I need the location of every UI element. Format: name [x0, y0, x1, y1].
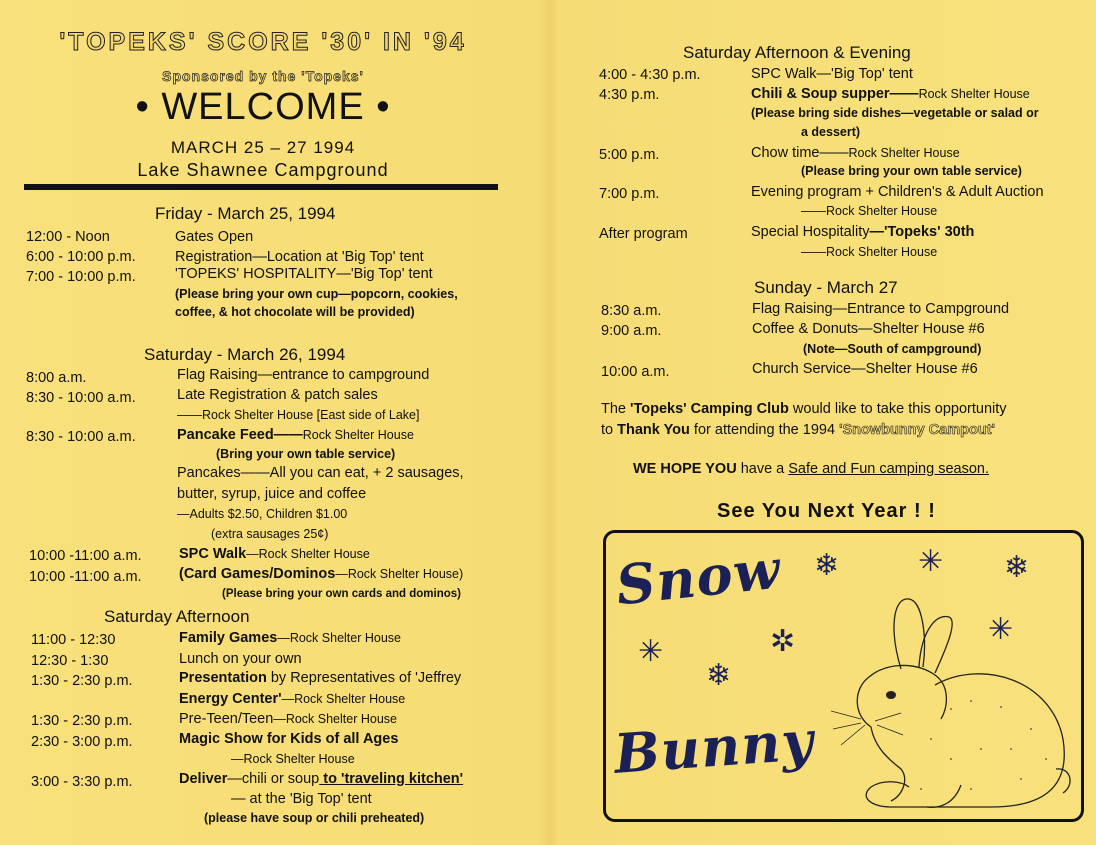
schedule-time: 8:30 - 10:00 a.m.: [26, 429, 136, 445]
schedule-item: SPC Walk—'Big Top' tent: [751, 66, 913, 82]
schedule-item: [179, 771, 463, 787]
item-location: Rock Shelter House: [302, 428, 414, 442]
snowflake-icon: ✳: [918, 545, 944, 578]
snowflake-icon: ✲: [770, 625, 796, 658]
schedule-time: 1:30 - 2:30 p.m.: [31, 713, 133, 729]
schedule-time: 4:30 p.m.: [599, 87, 660, 103]
item-title: SPC Walk: [179, 546, 247, 562]
schedule-detail: — at the 'Big Top' tent: [231, 791, 372, 807]
schedule-time: 12:00 - Noon: [26, 229, 110, 245]
event-title: 'TOPEKS' SCORE '30' IN '94: [59, 28, 467, 56]
schedule-item: Church Service—Shelter House #6: [752, 361, 978, 377]
schedule-time: 10:00 -11:00 a.m.: [29, 548, 142, 564]
item-title: Chow time——: [751, 145, 849, 161]
schedule-item: [751, 145, 960, 161]
schedule-item: [179, 630, 401, 646]
text: for attending the 1994: [689, 422, 840, 438]
item-location: —Rock Shelter House: [273, 712, 397, 726]
schedule-item: [179, 711, 397, 727]
schedule-item: [177, 427, 414, 443]
schedule-item: Gates Open: [175, 229, 254, 245]
item-title: Pre-Teen/Teen: [179, 711, 274, 727]
schedule-time: 12:30 - 1:30: [31, 653, 109, 669]
item-text: by Representatives of 'Jeffrey: [266, 670, 462, 686]
schedule-note: (Bring your own table service): [216, 447, 396, 461]
schedule-time: 8:00 a.m.: [26, 370, 87, 386]
item-title: Chili & Soup supper——: [751, 86, 919, 102]
snowflake-icon: ❄: [706, 659, 732, 692]
item-title: Presentation: [179, 670, 267, 686]
event-dates: MARCH 25 – 27 1994: [170, 138, 356, 157]
snowflake-icon: ✳: [988, 613, 1014, 646]
schedule-item: Magic Show for Kids of all Ages: [179, 731, 399, 747]
item-text: —'Topeks' 30th: [869, 224, 975, 240]
schedule-time: After program: [599, 226, 688, 242]
schedule-time: 11:00 - 12:30: [31, 632, 116, 648]
text: would like to take this opportunity: [788, 401, 1007, 417]
schedule-detail: —Adults $2.50, Children $1.00: [177, 507, 348, 521]
item-title: Pancake Feed——: [177, 427, 303, 443]
schedule-time: 1:30 - 2:30 p.m.: [31, 673, 133, 689]
schedule-item: Coffee & Donuts—Shelter House #6: [752, 321, 985, 337]
schedule-sub: —Rock Shelter House: [231, 752, 355, 766]
schedule-time: 6:00 - 10:00 p.m.: [26, 249, 136, 265]
schedule-item: Late Registration & patch sales: [177, 387, 378, 403]
closing-line-1: [601, 401, 1007, 417]
divider: [24, 184, 498, 190]
schedule-time: 8:30 - 10:00 a.m.: [26, 390, 136, 406]
schedule-item: Flag Raising—entrance to campground: [177, 367, 430, 383]
schedule-item: [179, 546, 370, 562]
sat-evening-heading: Saturday Afternoon & Evening: [683, 43, 911, 62]
schedule-note: (Please bring side dishes—vegetable or salad or: [751, 106, 1039, 120]
event-location: Lake Shawnee Campground: [137, 160, 389, 180]
schedule-note: a dessert): [801, 125, 861, 139]
bunny-eye: [886, 691, 896, 699]
schedule-detail: Pancakes——All you can eat, + 2 sausages,: [177, 465, 464, 481]
schedule-item: Registration—Location at 'Big Top' tent: [175, 249, 424, 265]
schedule-item: Flag Raising—Entrance to Campground: [752, 301, 1010, 317]
item-location: —Rock Shelter House: [281, 692, 406, 706]
campout-name: 'Snowbunny Campout': [839, 422, 995, 438]
schedule-time: 8:30 a.m.: [601, 303, 662, 319]
item-location: —Rock Shelter House: [277, 631, 401, 645]
item-title: Deliver: [179, 771, 228, 787]
schedule-note: (Please bring your own table service): [801, 164, 1022, 178]
schedule-time: 3:00 - 3:30 p.m.: [31, 774, 133, 790]
closing-hope: [633, 461, 989, 477]
item-title: Special Hospitality: [751, 224, 870, 240]
schedule-time: 7:00 p.m.: [599, 186, 660, 202]
snowflake-icon: ❄: [814, 549, 840, 582]
item-text: —chili or soup: [227, 771, 320, 787]
item-underlined: to 'traveling kitchen': [319, 771, 464, 787]
safe-fun: Safe and Fun camping season.: [788, 461, 989, 477]
item-title: Energy Center': [179, 691, 282, 707]
schedule-sub: ——Rock Shelter House [East side of Lake]: [177, 408, 420, 422]
item-title: Family Games: [179, 630, 278, 646]
schedule-time: 7:00 - 10:00 p.m.: [26, 269, 136, 285]
text: to: [601, 422, 618, 438]
item-title: (Card Games/Dominos: [179, 566, 336, 582]
schedule-sub: ——Rock Shelter House: [801, 245, 938, 259]
item-location: Rock Shelter House: [918, 87, 1030, 101]
schedule-time: 10:00 -11:00 a.m.: [29, 569, 142, 585]
schedule-time: 10:00 a.m.: [601, 364, 670, 380]
welcome-heading: • WELCOME •: [135, 86, 391, 128]
bunny-illustration: [831, 589, 1076, 814]
schedule-item: Evening program + Children's & Adult Auction: [751, 184, 1044, 200]
schedule-time: 4:00 - 4:30 p.m.: [599, 67, 701, 83]
sunday-heading: Sunday - March 27: [754, 278, 898, 297]
item-location: —Rock Shelter House: [246, 547, 370, 561]
sponsor-line: Sponsored by the 'Topeks': [162, 68, 364, 84]
schedule-item: 'TOPEKS' HOSPITALITY—'Big Top' tent: [175, 266, 433, 282]
schedule-time: 2:30 - 3:00 p.m.: [31, 734, 133, 750]
schedule-time: 9:00 a.m.: [601, 323, 662, 339]
schedule-item: [751, 224, 974, 240]
logo-word-snow: Snow: [613, 536, 784, 618]
schedule-sub: ——Rock Shelter House: [801, 204, 938, 218]
schedule-item: [751, 86, 1030, 102]
schedule-note: coffee, & hot chocolate will be provided): [175, 305, 415, 319]
schedule-detail: butter, syrup, juice and coffee: [177, 486, 367, 502]
schedule-note: (Note—South of campground): [803, 342, 982, 356]
text: have a: [736, 461, 789, 477]
schedule-item: Lunch on your own: [179, 651, 302, 667]
item-location: —Rock Shelter House): [335, 567, 464, 581]
schedule-item: [179, 670, 461, 686]
schedule-note: (Please bring your own cards and dominos): [222, 588, 461, 600]
see-you-next-year: See You Next Year ! !: [717, 500, 936, 522]
text: The: [601, 401, 631, 417]
snowflake-icon: ❄: [1004, 551, 1030, 584]
schedule-note: (Please bring your own cup—popcorn, cookies,: [175, 287, 458, 301]
snowflake-icon: ✳: [638, 635, 664, 668]
saturday-heading: Saturday - March 26, 1994: [144, 345, 346, 364]
schedule-item-cont: [179, 691, 405, 707]
closing-line-2: [601, 422, 995, 438]
logo-word-bunny: Bunny: [612, 708, 816, 786]
hope-text: WE HOPE YOU: [633, 461, 737, 477]
snow-bunny-logo: [603, 530, 1084, 822]
sat-afternoon-heading: Saturday Afternoon: [104, 607, 250, 626]
item-location: Rock Shelter House: [848, 146, 960, 160]
schedule-detail: (extra sausages 25¢): [211, 527, 329, 541]
schedule-time: 5:00 p.m.: [599, 147, 660, 163]
friday-heading: Friday - March 25, 1994: [155, 204, 336, 223]
thank-you: Thank You: [617, 422, 690, 438]
schedule-item: [179, 566, 463, 582]
club-name: 'Topeks' Camping Club: [630, 401, 789, 417]
schedule-note: (please have soup or chili preheated): [204, 811, 425, 825]
